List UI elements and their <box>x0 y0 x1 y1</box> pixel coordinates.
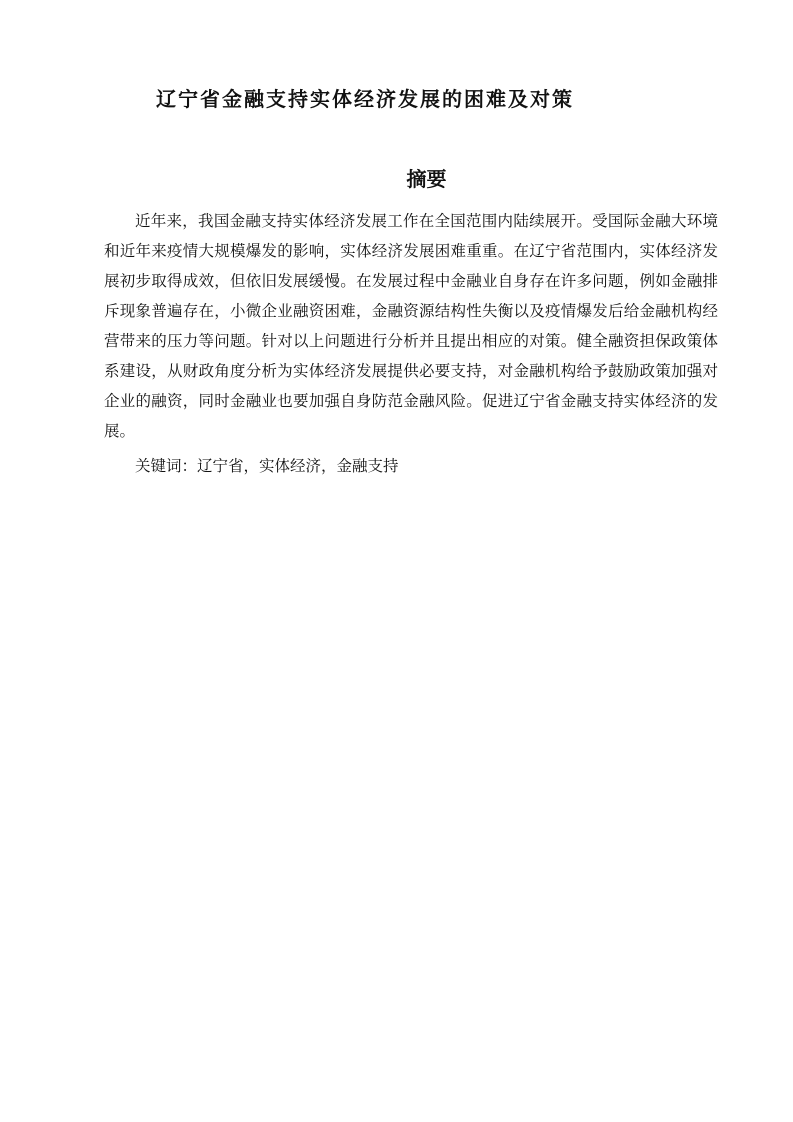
abstract-heading: 摘要 <box>406 167 447 191</box>
keywords-line: 关键词：辽宁省，实体经济，金融支持 <box>135 457 399 475</box>
abstract-paragraph: 近年来，我国金融支持实体经济发展工作在全国范围内陆续展开。受国际金融大环境和近年来疫情大规模爆发的影响，实体经济发展困难重重。在辽宁省范围内，实体经济发展初步取得成效，但依旧发展缓慢。在发展过程中金融业自身存在许多问题，例如金融排斥现象普遍存在，小微企业融资困难，金融资源结构性失衡以及疫情爆发后给金融机构经营带来的压力等问题。针对以上问题进行分析并且提出相应的对策。健全融资担保政策体系建设，从财政角度分析为实体经济发展提供必要支持，对金融机构给予鼓励政策加强对企业的融资，同时金融业也要加强自身防范金融风险。促进辽宁省金融支持实体经济的发展。 <box>104 212 718 440</box>
document-title: 辽宁省金融支持实体经济发展的困难及对策 <box>156 87 574 111</box>
